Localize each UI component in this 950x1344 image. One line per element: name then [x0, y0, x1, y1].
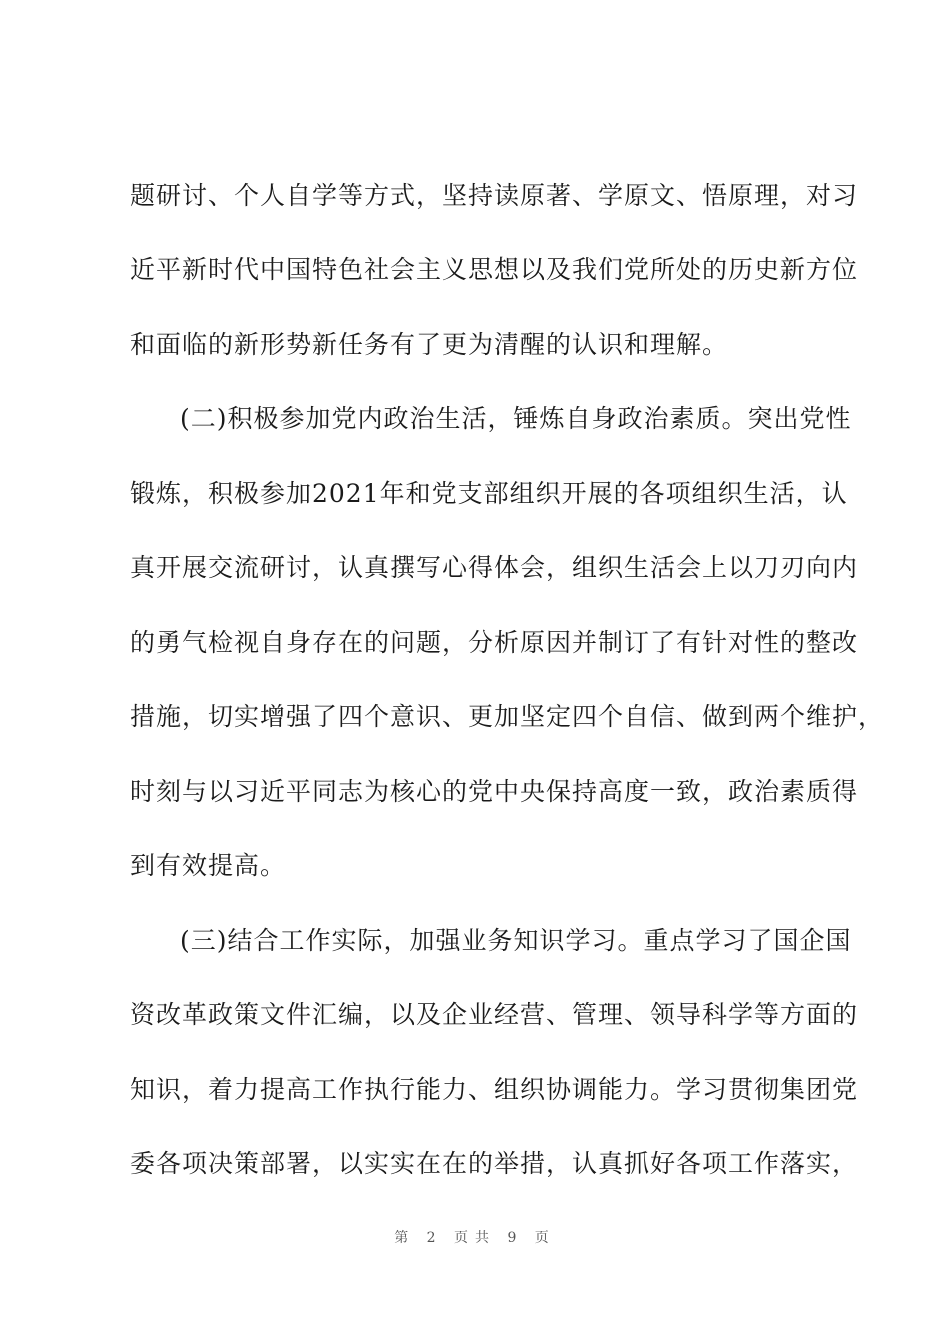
paragraph-line: (三)结合工作实际，加强业务知识学习。重点学习了国企国: [180, 926, 852, 955]
paragraph-line: 资改革政策文件汇编，以及企业经营、管理、领导科学等方面的: [130, 1000, 859, 1029]
paragraph-line: 到有效提高。: [130, 851, 287, 880]
paragraph-line: 和面临的新形势新任务有了更为清醒的认识和理解。: [130, 330, 729, 359]
paragraph-line: 委各项决策部署，以实实在在的举措，认真抓好各项工作落实，: [130, 1149, 859, 1178]
paragraph-line: 时刻与以习近平同志为核心的党中央保持高度一致，政治素质得: [130, 777, 859, 806]
paragraph-line: (二)积极参加党内政治生活，锤炼自身政治素质。突出党性: [180, 404, 852, 433]
paragraph-line: 真开展交流研讨，认真撰写心得体会，组织生活会上以刀刃向内: [130, 553, 859, 582]
paragraph-line: 知识，着力提高工作执行能力、组织协调能力。学习贯彻集团党: [130, 1075, 859, 1104]
page-number-footer: 第 2 页共 9 页: [394, 1230, 556, 1246]
paragraph-line: 题研讨、个人自学等方式，坚持读原著、学原文、悟原理，对习: [130, 181, 859, 210]
paragraph-line: 近平新时代中国特色社会主义思想以及我们党所处的历史新方位: [130, 255, 859, 284]
paragraph-line: 的勇气检视自身存在的问题，分析原因并制订了有针对性的整改: [130, 628, 859, 657]
paragraph-line: 锻炼，积极参加2021年和党支部组织开展的各项组织生活，认: [130, 479, 848, 508]
paragraph-line: 措施，切实增强了四个意识、更加坚定四个自信、做到两个维护，: [130, 702, 885, 731]
